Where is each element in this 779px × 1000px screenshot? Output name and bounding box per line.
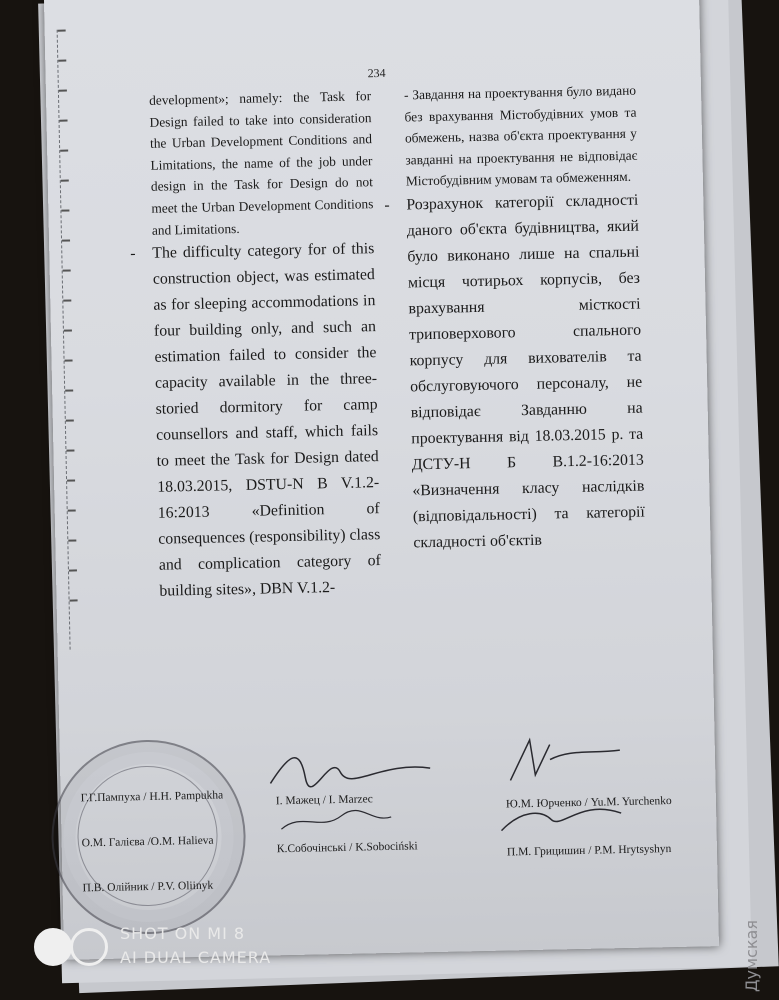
signer-pampukha: Г.Г.Пампуха / Н.Н. Pampukha xyxy=(80,789,224,805)
english-paragraph-1: development»; namely: the Task for Design failed to take into consideration the Urban Development Conditions and Limitations, the name of the job under design in the Task for Design do not meet the Urban Development Conditions and Limitations. xyxy=(148,88,374,238)
ukrainian-paragraph-2: - Розрахунок категорії складності даного об'єкта будівництва, який було виконано лише на спальні місця чотирьох корпусів, без врахування місткості триповерхового спального корпусу для вихователів та обслуговуючого персоналу, не відповідає Завданню на проектування від 18.03.2015 р. та ДСТУ-Н Б В.1.2-16:2013 «Визначення класу наслідків (відповідальності) та категорії складності об'єктів xyxy=(406,188,646,557)
signer-halieva: О.М. Галієва /О.М. Halieva xyxy=(81,834,214,850)
signature-sobocinski-mark xyxy=(276,805,397,838)
signer-oliinyk: П.В. Олійник / P.V. Oliinyk xyxy=(82,879,214,895)
page-number: 234 xyxy=(367,65,386,81)
watermark-line-1: SHOT ON MI 8 xyxy=(120,924,246,943)
site-watermark: Думская xyxy=(742,920,761,992)
signer-hrytsyshyn: П.М. Грицишин / P.M. Hrytsyshyn xyxy=(506,843,672,859)
camera-dots-icon xyxy=(34,928,80,962)
signature-yurchenko-mark xyxy=(489,728,630,791)
signer-yurchenko: Ю.М. Юрченко / Yu.M. Yurchenko xyxy=(505,795,672,811)
document-page xyxy=(44,0,719,960)
signer-sobocinski: К.Собочінські / K.Sobociński xyxy=(276,840,418,856)
ukrainian-paragraph-1: - Завдання на проектування було видано без врахування Містобудівних умов та обмежень, назва об'єкта проектування у завданні на проектування не відповідає Містобудівним умовам та обмеженням. xyxy=(403,82,638,189)
english-paragraph-2: - The difficulty category for of this construction object, was estimated as for sleeping accommodations in four building only, and such an estimation failed to consider the capacity available in the three-storied dormitory for camp counsellors and staff, which fails to meet the Task for Design dated 18.03.2015, DSTU-N B V.1.2-16:2013 «Definition of consequences (responsibility) class and complication category of building sites», DBN V.1.2- xyxy=(152,236,382,605)
signature-block xyxy=(44,0,719,960)
watermark-line-2: AI DUAL CAMERA xyxy=(120,948,272,967)
signer-marzec: І. Мажец / I. Marzec xyxy=(275,793,373,808)
signature-marzec-mark xyxy=(260,740,441,794)
